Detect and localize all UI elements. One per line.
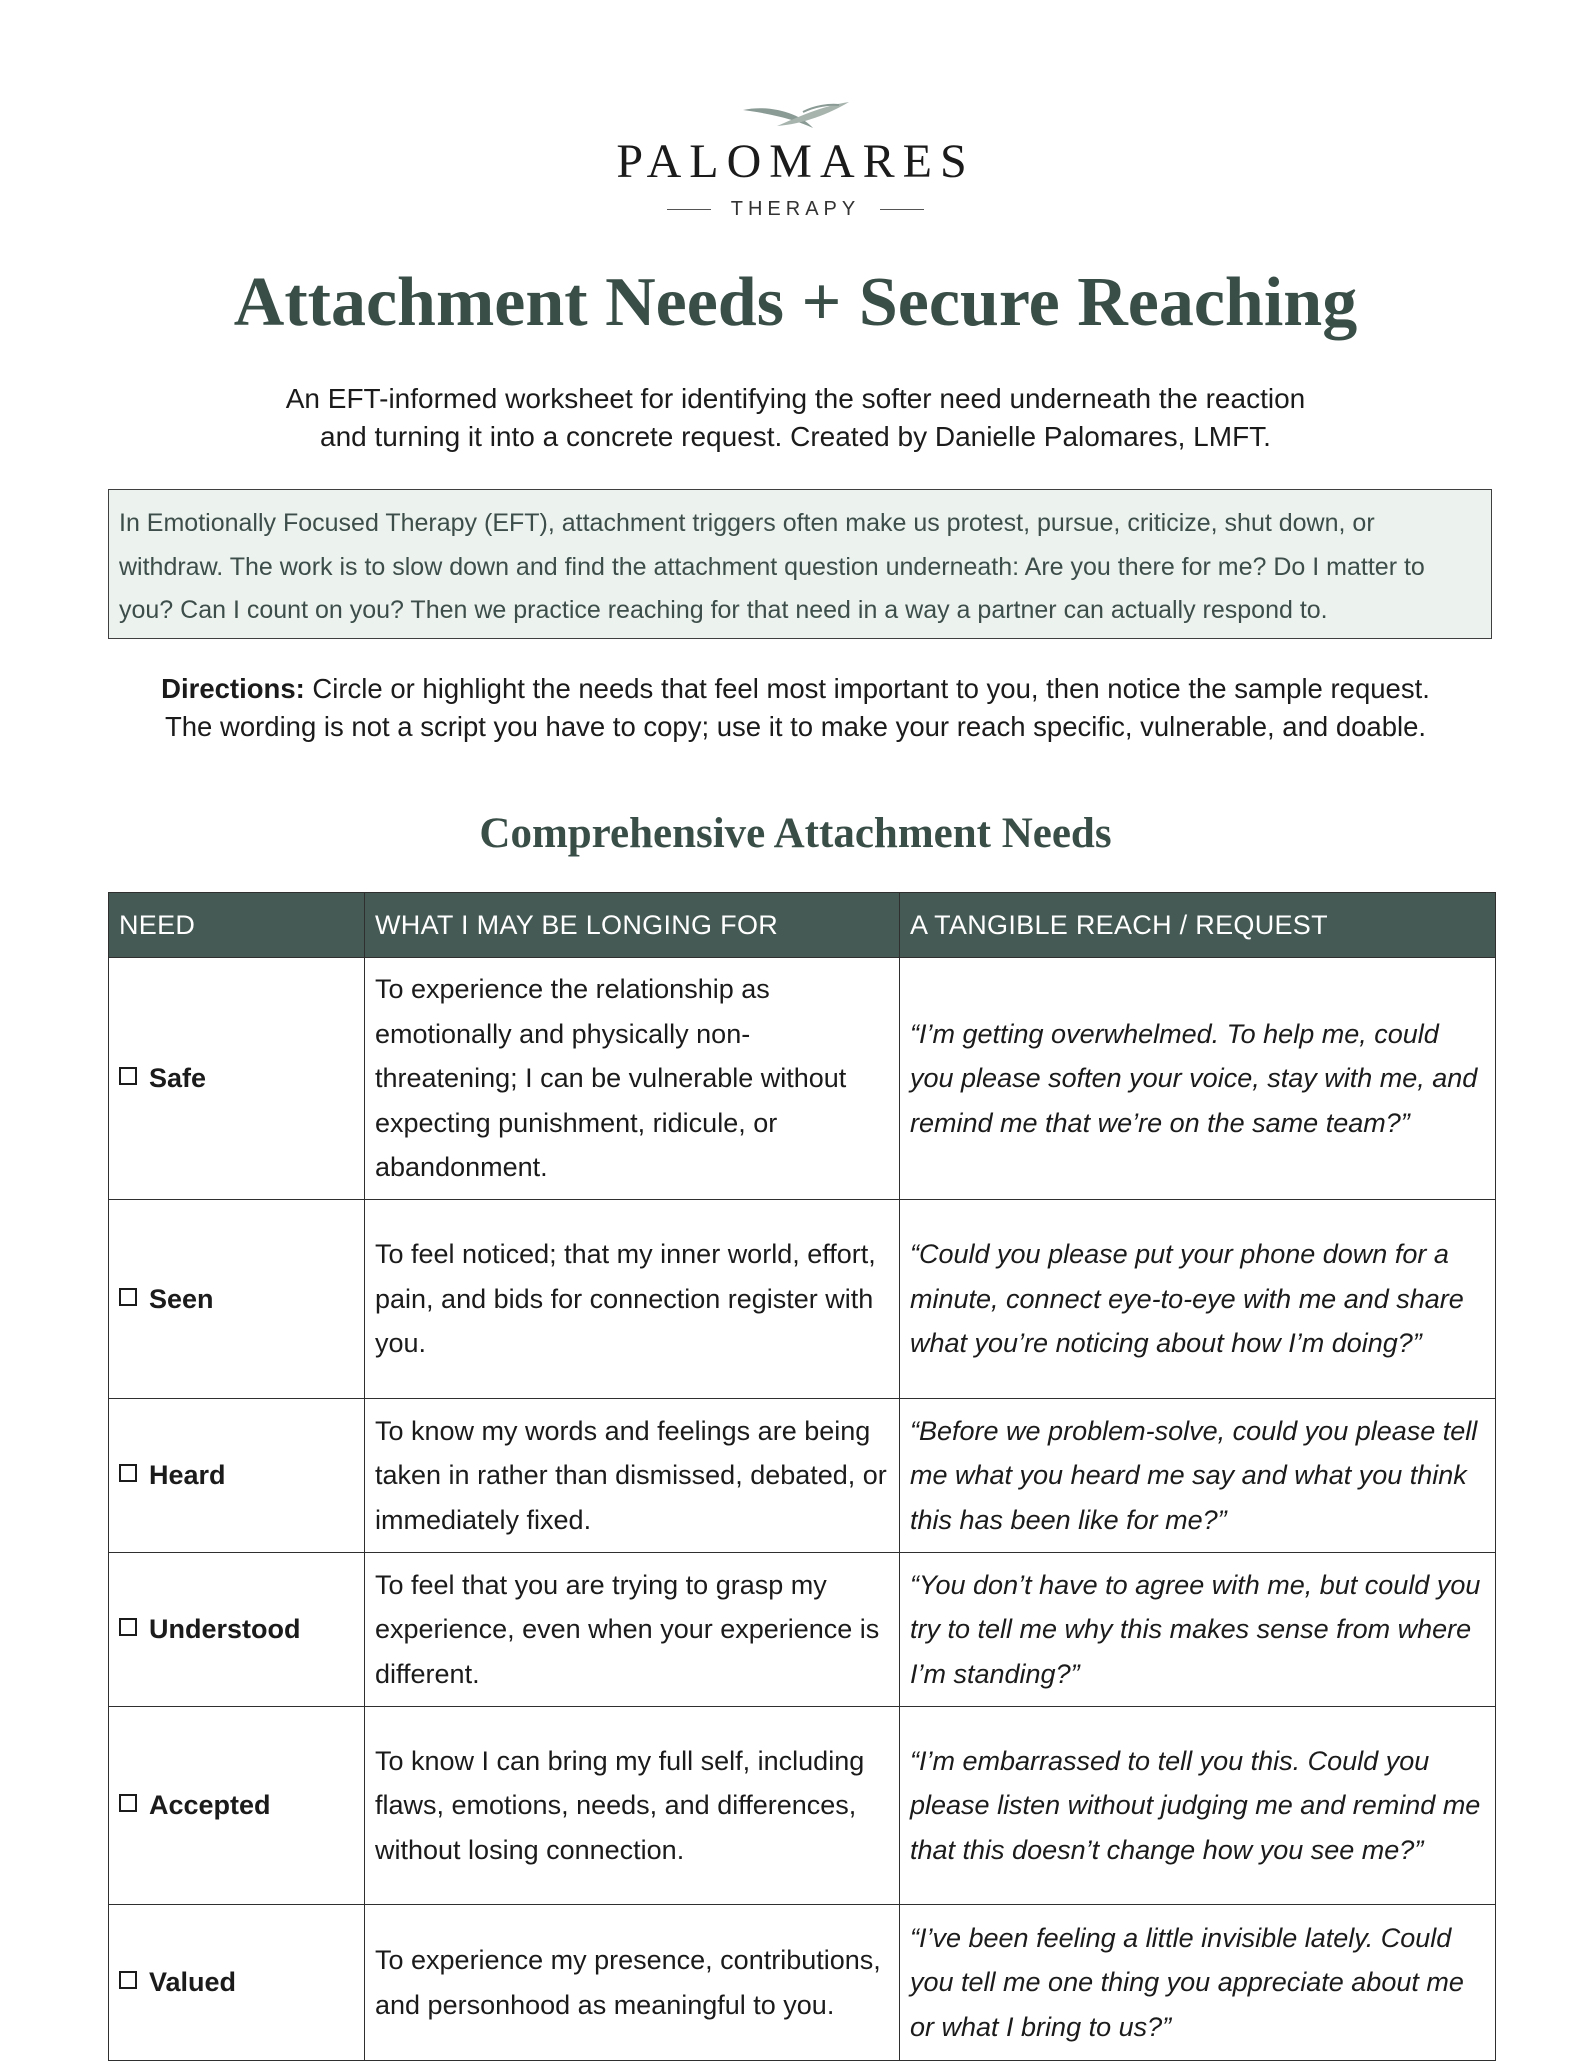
need-label: Seen bbox=[149, 1283, 214, 1314]
brand-sub-text: THERAPY bbox=[730, 198, 861, 220]
logo bbox=[0, 96, 1591, 221]
brand-rule-right bbox=[880, 209, 924, 210]
request-cell: “You don’t have to agree with me, but could you try to tell me why this makes sense from where I’m standing?” bbox=[900, 1553, 1496, 1707]
longing-cell: To experience my presence, contributions, and personhood as meaningful to you. bbox=[365, 1905, 900, 2061]
subtitle-line-2: and turning it into a concrete request. Created by Danielle Palomares, LMFT. bbox=[320, 421, 1271, 452]
brand-name: PALOMARES bbox=[616, 135, 975, 188]
need-cell[interactable] bbox=[109, 958, 365, 1200]
need-label: Valued bbox=[149, 1967, 237, 1998]
table-row bbox=[109, 1200, 1496, 1399]
request-cell: “I’m getting overwhelmed. To help me, could you please soften your voice, stay with me, and remind me that we’re on the same team?” bbox=[900, 958, 1496, 1200]
directions-label: Directions: bbox=[161, 673, 305, 704]
directions-line-1 bbox=[0, 670, 1591, 708]
table-row bbox=[109, 958, 1496, 1200]
header-request: A TANGIBLE REACH / REQUEST bbox=[900, 893, 1496, 958]
request-cell: “Before we problem-solve, could you please tell me what you heard me say and what you think this has been like for me?” bbox=[900, 1399, 1496, 1553]
section-title: Comprehensive Attachment Needs bbox=[479, 810, 1112, 857]
need-cell[interactable] bbox=[109, 1707, 365, 1905]
brand-rule-left bbox=[667, 209, 711, 210]
need-label: Accepted bbox=[149, 1790, 271, 1821]
checkbox-icon[interactable] bbox=[119, 1618, 137, 1636]
table-header-row bbox=[109, 893, 1496, 958]
request-cell: “Could you please put your phone down for a minute, connect eye-to-eye with me and share what you’re noticing about how I’m doing?” bbox=[900, 1200, 1496, 1399]
leaf-logo-icon bbox=[741, 96, 851, 136]
checkbox-icon[interactable] bbox=[119, 1464, 137, 1482]
attachment-needs-table bbox=[108, 892, 1496, 2061]
need-cell[interactable] bbox=[109, 1399, 365, 1553]
table-row bbox=[109, 1905, 1496, 2061]
directions-line-2: The wording is not a script you have to copy; use it to make your reach specific, vulnerable, and doable. bbox=[164, 711, 1427, 742]
need-label: Understood bbox=[149, 1614, 301, 1645]
longing-cell: To experience the relationship as emotionally and physically non-threatening; I can be vulnerable without expecting punishment, ridicule, or abandonment. bbox=[365, 958, 900, 1200]
need-cell[interactable] bbox=[109, 1200, 365, 1399]
subtitle-line-1: An EFT-informed worksheet for identifying the softer need underneath the reaction bbox=[285, 383, 1306, 414]
table-row bbox=[109, 1399, 1496, 1553]
longing-cell: To know I can bring my full self, including flaws, emotions, needs, and differences, without losing connection. bbox=[365, 1707, 900, 1905]
need-cell[interactable] bbox=[109, 1553, 365, 1707]
directions bbox=[0, 670, 1591, 746]
checkbox-icon[interactable] bbox=[119, 1971, 137, 1989]
page-subtitle bbox=[0, 380, 1591, 456]
need-label: Heard bbox=[149, 1460, 226, 1491]
request-cell: “I’ve been feeling a little invisible lately. Could you tell me one thing you appreciate about me or what I bring to us?” bbox=[900, 1905, 1496, 2061]
table-row bbox=[109, 1707, 1496, 1905]
checkbox-icon[interactable] bbox=[119, 1288, 137, 1306]
checkbox-icon[interactable] bbox=[119, 1067, 137, 1085]
brand-subtitle bbox=[0, 198, 1591, 221]
request-cell: “I’m embarrassed to tell you this. Could you please listen without judging me and remind me that this doesn’t change how you see me?” bbox=[900, 1707, 1496, 1905]
header-need: NEED bbox=[109, 893, 365, 958]
longing-cell: To feel that you are trying to grasp my experience, even when your experience is different. bbox=[365, 1553, 900, 1707]
longing-cell: To feel noticed; that my inner world, effort, pain, and bids for connection register with you. bbox=[365, 1200, 900, 1399]
directions-text-1: Circle or highlight the needs that feel most important to you, then notice the sample request. bbox=[304, 673, 1430, 704]
header-longing: WHAT I MAY BE LONGING FOR bbox=[365, 893, 900, 958]
longing-cell: To know my words and feelings are being taken in rather than dismissed, debated, or immediately fixed. bbox=[365, 1399, 900, 1553]
table-row bbox=[109, 1553, 1496, 1707]
checkbox-icon[interactable] bbox=[119, 1794, 137, 1812]
need-label: Safe bbox=[149, 1063, 207, 1094]
eft-callout: In Emotionally Focused Therapy (EFT), attachment triggers often make us protest, pursue, criticize, shut down, or withdraw. The work is to slow down and find the attachment question underneath: Are you there for me? Do I matter to you? Can I count on you? Then we practice reaching for that need in a way a partner can actually respond to. bbox=[108, 489, 1492, 639]
page-title: Attachment Needs + Secure Reaching bbox=[233, 264, 1358, 341]
need-cell[interactable] bbox=[109, 1905, 365, 2061]
